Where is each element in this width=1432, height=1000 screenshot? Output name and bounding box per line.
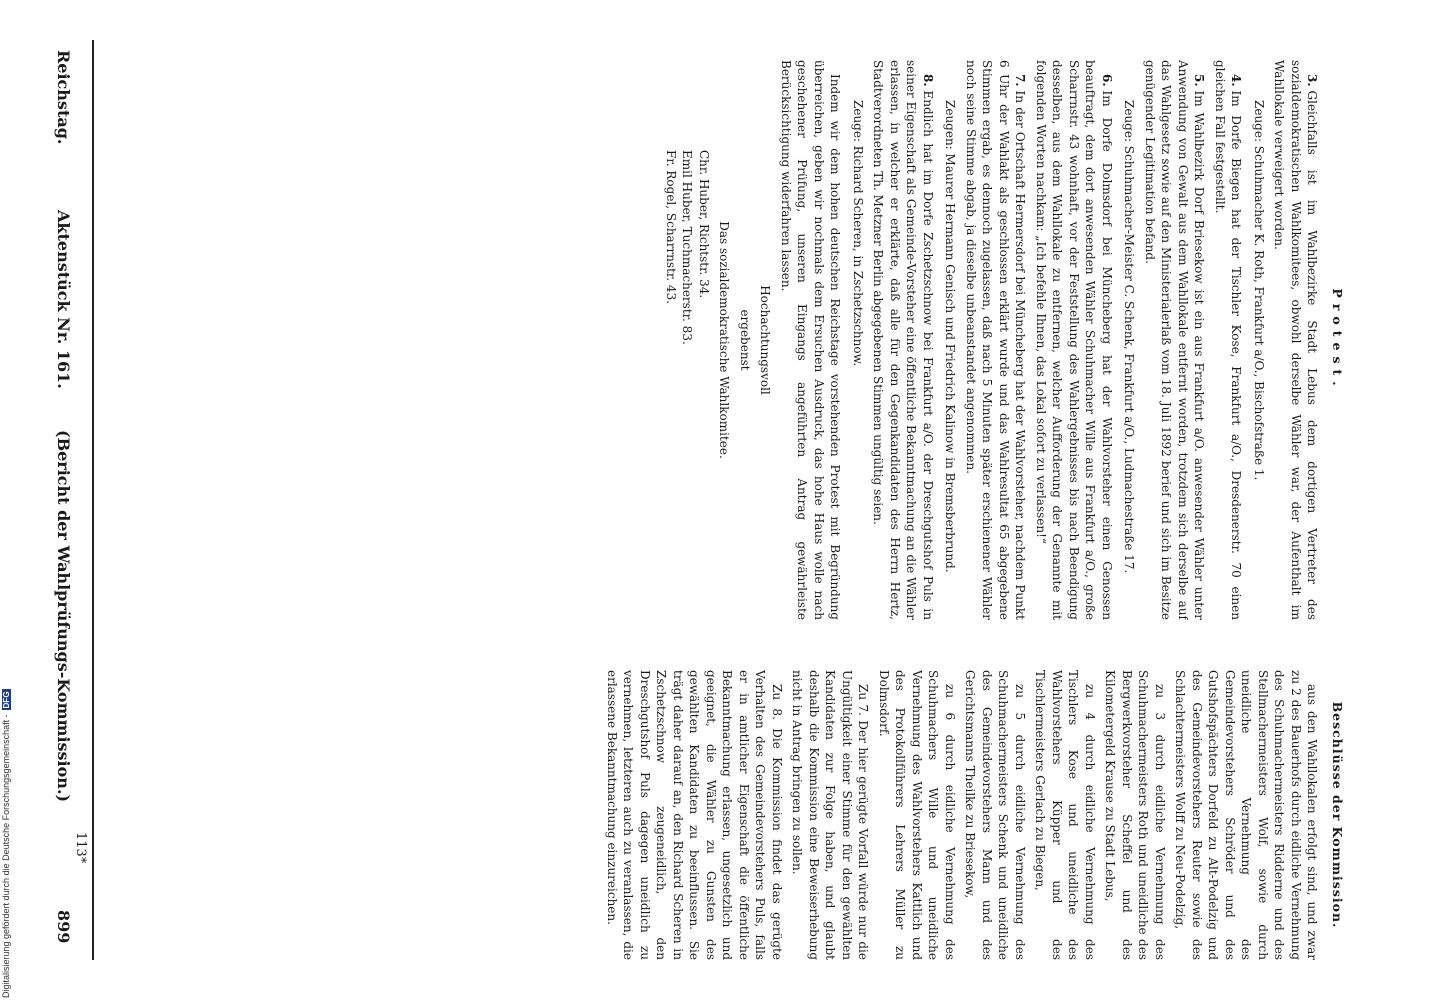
item-number: 7. <box>1013 74 1028 87</box>
closing-line: Das sozialdemokratische Wahlkomitee. <box>717 221 732 459</box>
item-text: Im Dorfe Biegen hat der Tischler Kose, Frankfurt a/O., Dresdenerstr. 70 einen gleichen Fall festgestellt. <box>1213 60 1244 620</box>
signature-line: Chr. Huber, Richtstr. 34. <box>697 150 711 299</box>
witness-line: Zeuge: Schuhmacher K. Roth, Frankfurt a/O., Bischofstraße 1. <box>1252 100 1266 481</box>
item-number: 5. <box>1192 74 1207 87</box>
header-left: Reichstag. <box>54 50 73 145</box>
witness-line: Zeugen: Maurer Hermann Genisch und Friedrich Kalinow in Bremsberbrund. <box>943 100 958 573</box>
header-paren: (Bericht der Wahlprüfungs-Kommission.) <box>54 430 73 803</box>
dfg-credit-text: Digitalisierung gefördert durch die Deutsche Forschungsgemeinschaft - <box>1 714 11 998</box>
protest-title: Protest. <box>1330 288 1345 392</box>
item-number: 4. <box>1229 74 1244 87</box>
item-text: Gleichfalls ist im Wahlbezirke Stadt Lebus dem dortigen Vertreter des sozialdemokratischen Wahlkomitees, obwohl derselbe Wähler war, der Aufenthalt im Wahllokale verweigert worden. <box>1272 60 1320 620</box>
page-header <box>37 50 77 950</box>
dfg-logo: DFG <box>2 691 11 709</box>
signature-line: Emil Huber, Tuchmacherstr. 83. <box>680 150 695 345</box>
decisions-paragraph: aus den Wahllokalen erfolgt sind, und zwar zu 2 des Bauerhofs durch eidliche Vernehmung des Schuhmachermeisters Ridderne und des Stellmachermeisters Wolf, sowie durch uneidliche Vernehmung des Gemeindevorstehers Schröder und des Gutshofspächters Dorfeld zu Alt-Podelzig und des Gemeindevorstehers Reuter sowie des Schlachtermeisters Wolff zu Neu-Podelzig, <box>1173 670 1320 960</box>
dfg-credit <box>1 689 11 998</box>
decisions-paragraph: zu 6 durch eidliche Vernehmung des Schuhmachers Wille und uneidliche Vernehmung des Wahlvorstehers Kattlich und des Protokollführers Lehrers Müller zu Dolmsdorf. <box>877 670 957 960</box>
item-number: 6. <box>1100 74 1114 87</box>
decisions-paragraph: Zu 8. Die Kommission findet das gerügte Verhalten des Gemeindevorstehers Puls, falls er in amtlicher Eigenschaft die öffentliche Bekanntmachung erlassen, ungesetzlich und geeignet, die Wähler zu Gunsten des gewählten Kandidaten zu beeinflussen. Sie trägt daher darauf an, den Richard Scheren in Zschetzschnow zeugeneidlich, den Dreschgutshof Puls dagegen uneidlich zu vernehmen, letzteren auch zu veranlassen, die erlassene Bekanntmachung einzureichen. <box>605 670 784 960</box>
item-text: In der Ortschaft Hermersdorf bei Müncheberg hat der Wahlvorsteher, nachdem Punkt 6 Uhr der Wahlakt als geschlossen erklärt wurde und das Wahlresultat 65 abgegebene Stimmen ergab, es dennoch zugelassen, daß nach 5 Minuten später erschienener Wähler noch seine Stimme abgab, ja dieselbe unbeanstandet angenommen. <box>964 60 1028 620</box>
header-page-number: 899 <box>54 910 73 944</box>
decisions-title: Beschlüsse der Kommission. <box>1330 701 1345 929</box>
closing-line: Hochachtungsvoll <box>758 285 773 395</box>
closing-line: ergebenst <box>738 309 752 371</box>
witness-line: Zeuge: Schuhmacher-Meister C. Schenk, Frankfurt a/O., Ludmachestraße 17. <box>1122 100 1137 574</box>
decisions-paragraph: zu 4 durch eidliche Vernehmung des Tischlers Kose und uneidliche des Wahlvorstehers Küpper und des Tischlermeisters Gerlach zu Biegen, <box>1033 670 1097 960</box>
item-text: Im Dorfe Dolmsdorf bei Müncheberg hat der Wahlvorsteher einen Genossen beauftragt, dem dort anwesenden Wähler Schuhmacher Wille aus Frankfurt a/O., große Scharrnstr. 43 wohnhaft, vor der Feststellung des Wahlergebnisses bis nach Beendigung desselben, aus dem Wahllokale zu entfernen, welcher Aufforderung der Genannte mit folgenden Worten nachkam: „Ich befehle Ihnen, das Lokal sofort zu verlassen!“ <box>1034 60 1114 620</box>
header-rule <box>92 40 94 960</box>
header-center: Aktenstück Nr. 161. <box>54 210 73 389</box>
item-number: 8. <box>921 74 935 87</box>
signature-line: Fr. Rogel, Scharrnstr. 43. <box>664 150 678 305</box>
witness-line: Zeuge: Richard Scheren, in Zschetzschnow. <box>851 100 865 367</box>
page-mark: 113* <box>73 832 88 864</box>
item-text: Im Wahlbezirk Dorf Briesekow ist ein aus Frankfurt a/O. anwesender Wähler unter Anwendung von Gewalt aus dem Wahllokale entfernt worden, trotzdem sich derselbe auf das Wahlgesetz sowie auf den Ministerialerlaß vom 18. Juli 1892 berief und sich im Besitze genügender Legitimation befand. <box>1143 60 1207 620</box>
item-number: 3. <box>1305 74 1320 87</box>
item-text: Endlich hat im Dorfe Zschetzschnow bei Frankfurt a/O. der Dreschgutshof Puls in seiner Eigenschaft als Gemeinde-Vorsteher eine öffentliche Bekanntmachung an die Wähler erlassen, in welcher er erklärte, daß alle für den Gegenkandidaten des Herrn Hertz, Stadtverordneten Th. Metzner Berlin abgegebenen Stimmen ungültig seien. <box>871 60 935 620</box>
decisions-paragraph: zu 5 durch eidliche Vernehmung des Schuhmachermeisters Schenk und uneidliche des Gemeindevorstehers Mann und des Gerichtsmanns Theilke zu Briesekow, <box>963 670 1027 960</box>
decisions-paragraph: zu 3 durch eidliche Vernehmung des Schuhmachermeisters Roth und uneidliche des Bergwerkvorsteher Scheffel und des Kilometergeld Krause zu Stadt Lebus, <box>1103 670 1167 960</box>
decisions-paragraph: Zu 7. Der hier gerügte Vorfall würde nur die Ungültigkeit einer Stimme für den gewählten Kandidaten zur Folge haben, und glaubt deshalb die Kommission eine Beweiserhebung nicht in Antrag bringen zu sollen. <box>790 670 871 960</box>
protest-paragraph: Indem wir dem hohen deutschen Reichstage vorstehenden Protest mit Begründung überreichen, geben wir nochmals dem Ersuchen Ausdruck, das hohe Haus wolle nach geschehener Prüfung, unseren Eingangs angeführten Antrag gewährleiste Berücksichtigung widerfahren lassen. <box>779 60 843 620</box>
dfg-strip <box>1 398 15 998</box>
